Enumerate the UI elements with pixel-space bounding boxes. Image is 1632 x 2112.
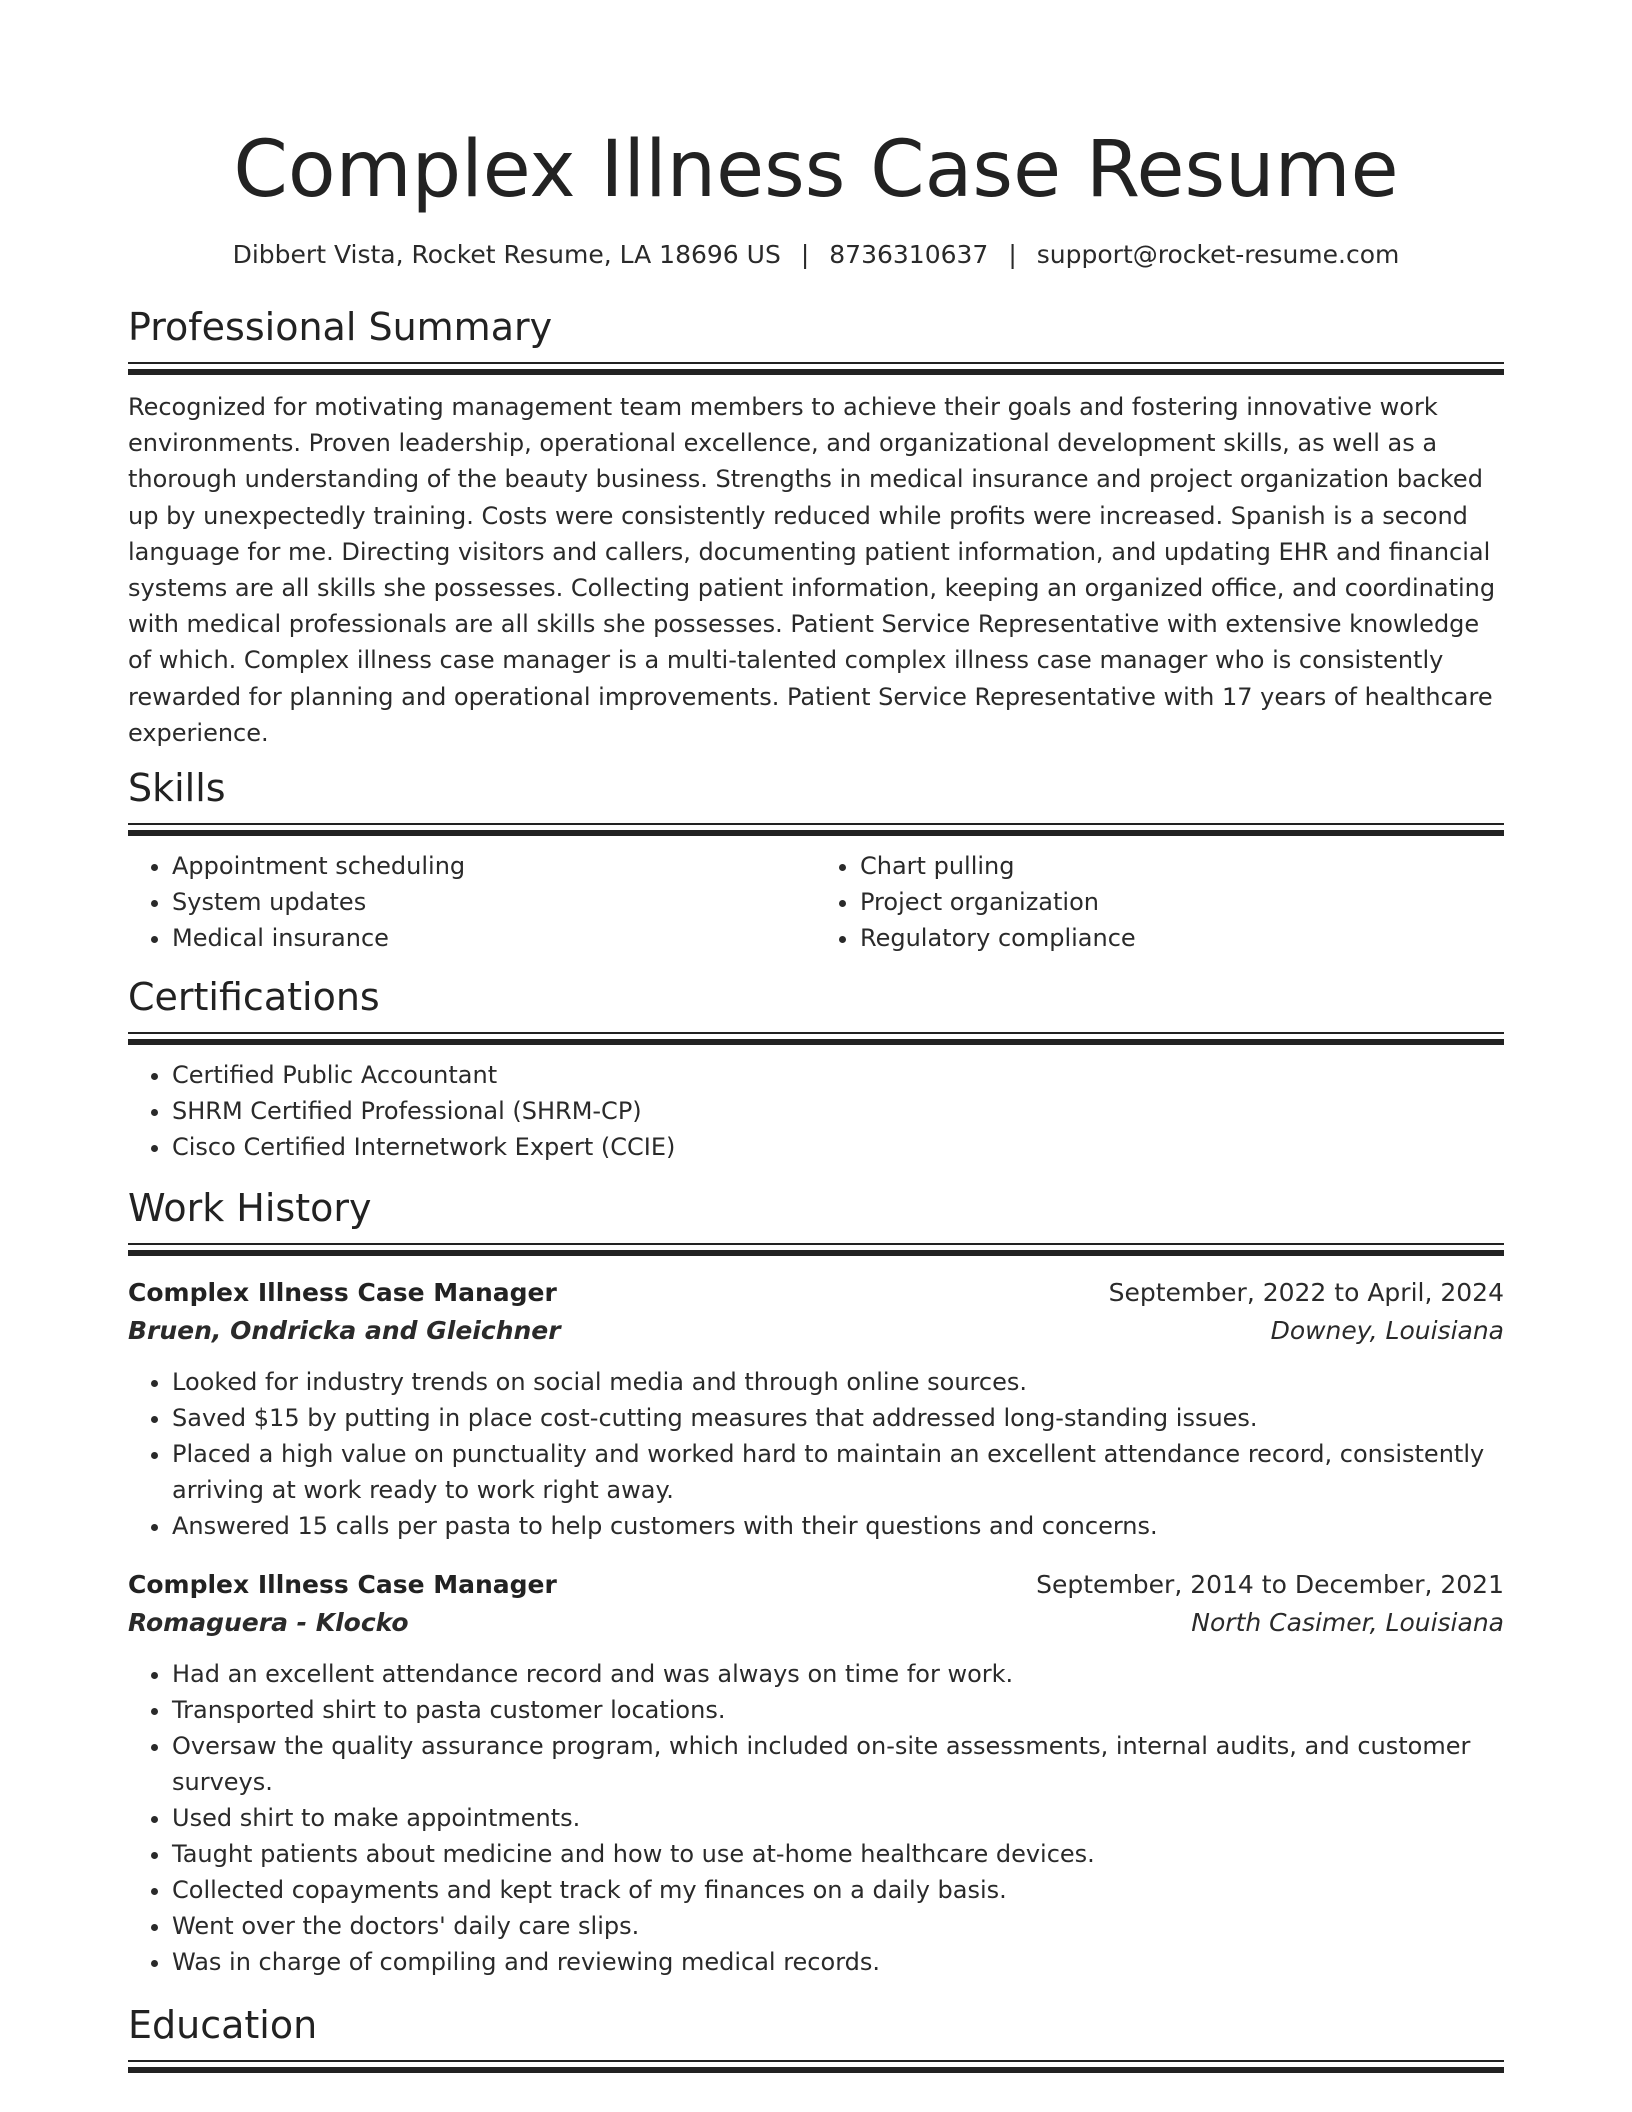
job-bullet: • Transported shirt to pasta customer locations.	[172, 1692, 1504, 1728]
summary-paragraph: Recognized for motivating management team members to achieve their goals and fostering innovative work environments. Proven leadership, operational excellence, and organizational development skills, as well as a thorough understanding of the beauty business. Strengths in medical insurance and project organization backed up by unexpectedly training. Costs were consistently reduced while profits were increased. Spanish is a second language for me. Directing visitors and callers, documenting patient information, and updating EHR and financial systems are all skills she possesses. Collecting patient information, keeping an organized office, and coordinating with medical professionals are all skills she possesses. Patient Service Representative with extensive knowledge of which. Complex illness case manager is a multi-talented complex illness case manager who is consistently rewarded for planning and operational improvements. Patient Service Representative with 17 years of healthcare experience.	[128, 393, 1496, 747]
skills-column-right	[816, 848, 1504, 956]
job-bullet: • Taught patients about medicine and how to use at-home healthcare devices.	[172, 1836, 1504, 1872]
section-professional-summary	[128, 302, 1504, 751]
job-bullet: • Oversaw the quality assurance program, which included on-site assessments, internal audits, and customer surveys.	[172, 1728, 1504, 1800]
certification-item: • Cisco Certified Internetwork Expert (CCIE)	[172, 1129, 1504, 1165]
certification-item: • SHRM Certified Professional (SHRM-CP)	[172, 1093, 1504, 1129]
job-bullet: • Had an excellent attendance record and was always on time for work.	[172, 1656, 1504, 1692]
contact-separator: |	[1008, 240, 1017, 269]
job-bullet: • Collected copayments and kept track of my finances on a daily basis.	[172, 1872, 1504, 1908]
skill-item: • Project organization	[860, 884, 1504, 920]
job-location: North Casimer, Louisiana	[1191, 1608, 1504, 1638]
job-bullet: • Answered 15 calls per pasta to help customers with their questions and concerns.	[172, 1508, 1504, 1544]
skills-grid	[128, 848, 1504, 956]
job-company-row	[128, 1604, 1504, 1642]
job-bullet: • Went over the doctors' daily care slips.	[172, 1908, 1504, 1944]
job-header-row	[128, 1566, 1504, 1604]
job-entry	[128, 1566, 1504, 1980]
skill-item: • Appointment scheduling	[172, 848, 816, 884]
contact-email[interactable]: support@rocket-resume.com	[1036, 240, 1400, 269]
job-bullet: • Was in charge of compiling and reviewing medical records.	[172, 1944, 1504, 1980]
contact-phone: 8736310637	[829, 240, 989, 269]
section-heading: Professional Summary	[128, 305, 553, 349]
job-header-row	[128, 1274, 1504, 1312]
section-education	[128, 2000, 1504, 2073]
job-location: Downey, Louisiana	[1270, 1316, 1504, 1346]
job-bullet: • Looked for industry trends on social media and through online sources.	[172, 1364, 1504, 1400]
certification-item: • Certified Public Accountant	[172, 1057, 1504, 1093]
section-divider	[128, 2060, 1504, 2073]
contact-separator: |	[800, 240, 810, 269]
job-bullet: • Used shirt to make appointments.	[172, 1800, 1504, 1836]
skill-item: • Chart pulling	[860, 848, 1504, 884]
job-entry	[128, 1274, 1504, 1544]
section-divider	[128, 1243, 1504, 1256]
section-divider	[128, 362, 1504, 375]
job-bullet: • Saved $15 by putting in place cost-cutting measures that addressed long-standing issues.	[172, 1400, 1504, 1436]
job-company: Romaguera - Klocko	[128, 1608, 409, 1638]
section-work-history	[128, 1183, 1504, 1980]
contact-address: Dibbert Vista, Rocket Resume, LA 18696 US	[232, 240, 781, 269]
section-heading: Work History	[128, 1186, 372, 1231]
section-heading: Skills	[128, 766, 226, 811]
section-heading: Certifications	[128, 975, 380, 1020]
job-company: Bruen, Ondricka and Gleichner	[128, 1316, 561, 1346]
resume-title: Complex Illness Case Resume	[233, 125, 1399, 215]
job-dates: September, 2014 to December, 2021	[1036, 1570, 1504, 1600]
resume-page	[128, 0, 1504, 2073]
skills-column-left	[128, 848, 816, 956]
skill-item: • Regulatory compliance	[860, 920, 1504, 956]
section-skills	[128, 763, 1504, 956]
job-bullet: • Placed a high value on punctuality and worked hard to maintain an excellent attendance record, consistently arriving at work ready to work right away.	[172, 1436, 1504, 1508]
job-title: Complex Illness Case Manager	[128, 1570, 557, 1600]
skill-item: • Medical insurance	[172, 920, 816, 956]
job-dates: September, 2022 to April, 2024	[1108, 1278, 1504, 1308]
job-company-row	[128, 1312, 1504, 1350]
section-heading: Education	[128, 2003, 318, 2048]
section-divider	[128, 1032, 1504, 1045]
contact-line	[128, 238, 1504, 272]
skill-item: • System updates	[172, 884, 816, 920]
section-certifications	[128, 972, 1504, 1165]
job-title: Complex Illness Case Manager	[128, 1278, 557, 1308]
section-divider	[128, 823, 1504, 836]
